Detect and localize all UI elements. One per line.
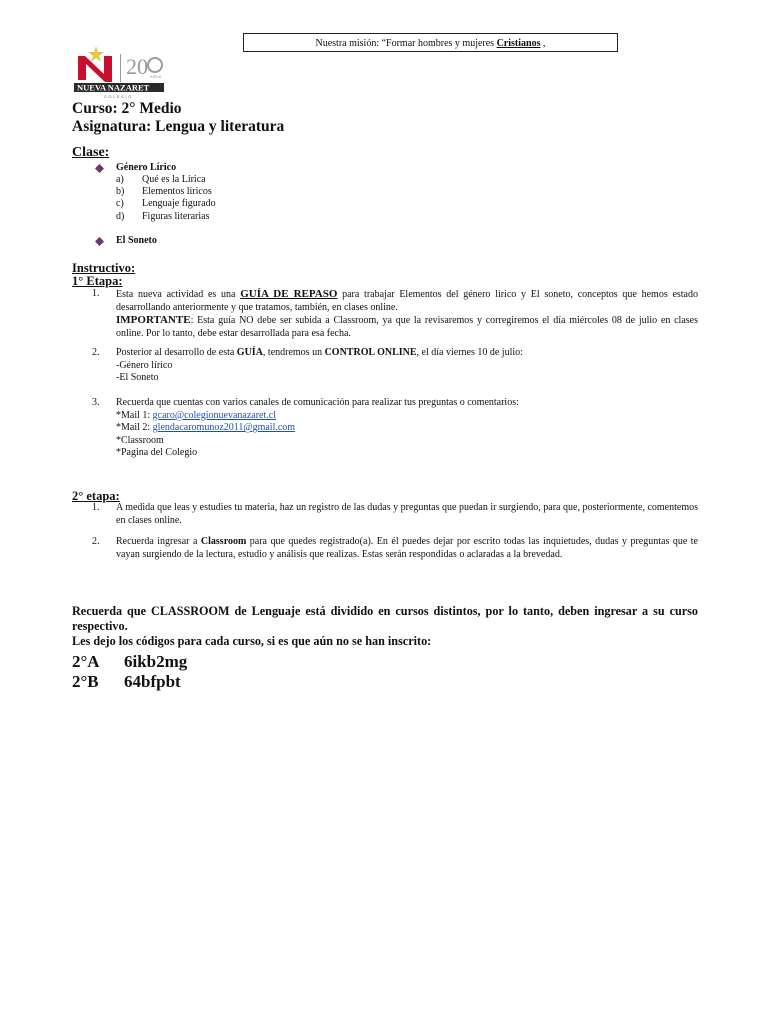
item-number: 1. — [92, 288, 100, 299]
mission-suffix: , — [540, 38, 546, 49]
item-number: 2. — [92, 347, 100, 358]
arrow-bullet-icon — [95, 237, 104, 246]
classroom-note: Recuerda que CLASSROOM de Lenguaje está dividido en cursos distintos, por lo tanto, deben ingresar a su curso respectivo. — [72, 604, 698, 633]
course-code: 64bfpbt — [124, 672, 181, 691]
topic-lirico — [95, 162, 176, 174]
subtopic-item: c) Lenguaje figurado — [116, 198, 216, 210]
logo-years: 20 — [126, 54, 148, 79]
subtopic-list — [116, 174, 216, 223]
instructivo-heading: Instructivo: — [72, 261, 136, 275]
subtopic-item: d) Figuras literarias — [116, 210, 210, 222]
etapa2-heading: 2° etapa: — [72, 489, 120, 503]
item-number: 3. — [92, 397, 100, 408]
star-icon — [88, 46, 104, 62]
school-logo — [74, 44, 174, 102]
logo-name: NUEVA NAZARET — [77, 82, 150, 93]
etapa1-heading: 1° Etapa: — [72, 274, 123, 288]
course-label: 2°B — [72, 672, 99, 691]
clase-heading: Clase: — [72, 145, 110, 160]
subject-title: Asignatura: Lengua y literatura — [72, 118, 285, 135]
instruction-item-3: Recuerda que cuentas con varios canales de comunicación para realizar tus preguntas o comentarios: *Mail 1: gcaro@colegionuevanazaret.cl *Mail 2: glendacaromunoz2011@gmail.com *Classroom *Pagina del Colegio — [116, 397, 519, 459]
topic-soneto-label: El Soneto — [116, 235, 157, 246]
arrow-bullet-icon — [95, 164, 104, 173]
instruction-item-5: Recuerda ingresar a Classroom para que quedes registrado(a). En él puedes dejar por escrito todas las inquietudes, dudas y preguntas que te vayan surgiendo de la lectura, estudio y análisis que realizas. Estas serán respondidas o aclaradas a la brevedad. — [116, 536, 698, 560]
mail1-link[interactable]: gcaro@colegionuevanazaret.cl — [152, 409, 276, 421]
topic-lirico-label: Género Lírico — [116, 162, 177, 173]
topic-soneto — [95, 235, 157, 247]
codes-intro: Les dejo los códigos para cada curso, si es que aún no se han inscrito: — [72, 634, 432, 648]
mission-bold: Cristianos — [496, 38, 541, 49]
course-code: 6ikb2mg — [124, 652, 188, 671]
course-label: 2°A — [72, 652, 100, 671]
subtopic-item: b) Elementos líricos — [116, 186, 212, 198]
course-title: Curso: 2° Medio — [72, 100, 182, 117]
course-code-row — [72, 672, 181, 692]
logo-years-label: AÑOS — [150, 74, 162, 79]
mission-prefix: Nuestra misión: “Formar hombres y mujeres — [315, 38, 497, 49]
instruction-item-4: A medida que leas y estudies tu materia, haz un registro de las dudas y preguntas que puedan ir surgiendo, para que, posteriormente, comentemos en clases online. — [116, 502, 698, 526]
mission-statement — [243, 33, 618, 52]
item-number: 1. — [92, 502, 100, 513]
logo-sub: COLEGIO — [104, 94, 133, 99]
instruction-item-2: Posterior al desarrollo de esta GUÍA, tendremos un CONTROL ONLINE, el día viernes 10 de julio: -Género lírico -El Soneto — [116, 347, 523, 384]
mail2-link[interactable]: glendacaromunoz2011@gmail.com — [152, 422, 296, 434]
subtopic-item: a) Qué es la Lírica — [116, 174, 206, 185]
instruction-item-1: Esta nueva actividad es una GUÍA DE REPASO para trabajar Elementos del género lírico y El soneto, conceptos que hemos estado desarrollando anteriormente y que tratamos, también, en clases online. IMPORTANTE: Esta guía NO debe ser subida a Classroom, ya que la revisaremos y corregiremos el día miércoles 08 de julio en clases online. Por lo tanto, debe estar desarrollada para esa fecha. — [116, 288, 698, 339]
course-code-row — [72, 652, 187, 672]
item-number: 2. — [92, 536, 100, 547]
